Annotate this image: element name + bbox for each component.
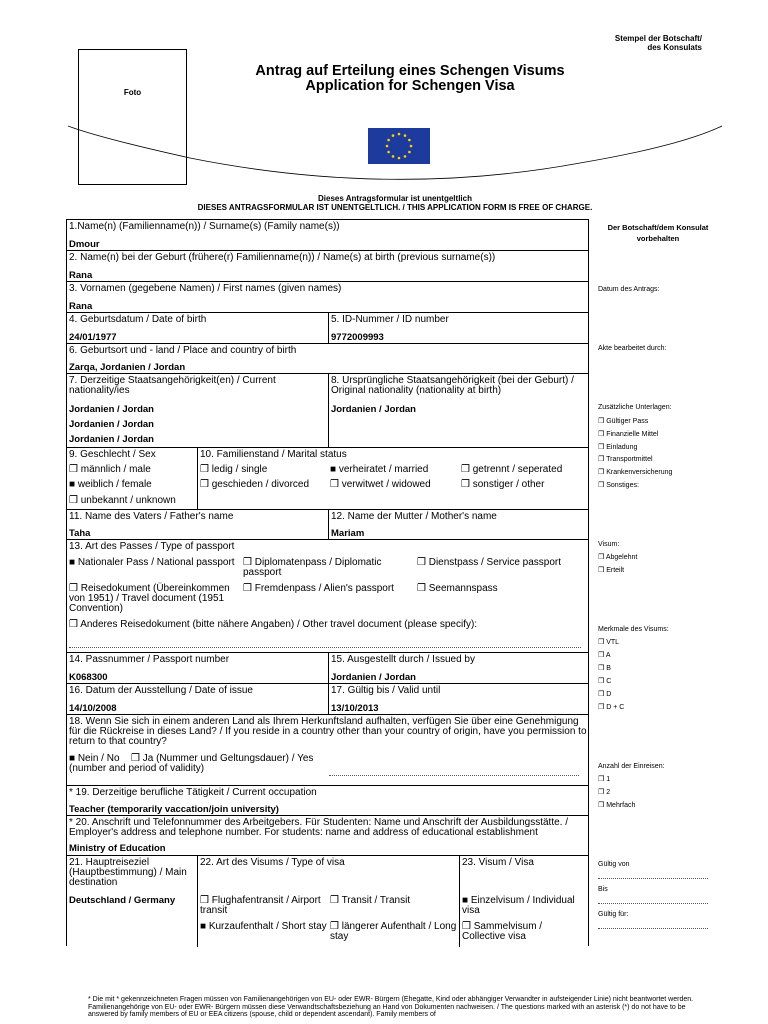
sidebar-doc-transport[interactable]: ❒ Transportmittel (598, 456, 653, 463)
passport-option-other[interactable]: ❒ Anderes Reisedokument (bitte nähere Angaben) / Other travel document (please specify): (69, 619, 478, 630)
sex-option-female[interactable]: ■ weiblich / female (69, 479, 152, 490)
field-7-current-nationality[interactable] (67, 374, 329, 447)
field-7-value-3[interactable]: Jordanien / Jordan (69, 434, 154, 445)
sidebar-number-of-entries: Anzahl der Einreisen: (598, 763, 665, 770)
field-22-visa-type (198, 856, 460, 947)
field-15-value[interactable]: Jordanien / Jordan (331, 672, 416, 683)
field-8-original-nationality[interactable] (329, 374, 590, 447)
sidebar-feature-c[interactable]: ❒ C (598, 678, 612, 685)
field-6-label: 6. Geburtsort und - land / Place and country of birth (69, 345, 297, 356)
field-19-occupation[interactable] (67, 786, 588, 816)
row-14-15 (67, 653, 588, 684)
field-4-date-of-birth[interactable] (67, 313, 329, 343)
field-8-label: 8. Ursprüngliche Staatsangehörigkeit (bei der Geburt) / Original nationality (nationality at birth) (331, 375, 574, 396)
field-7-value-2[interactable]: Jordanien / Jordan (69, 419, 154, 430)
sidebar-feature-d-c[interactable]: ❒ D + C (598, 704, 625, 711)
sidebar-valid-from: Gültig von (598, 861, 630, 868)
marital-option-widowed[interactable]: ❒ verwitwet / widowed (330, 479, 431, 490)
sidebar-entries-2[interactable]: ❒ 2 (598, 789, 611, 796)
passport-option-diplomatic[interactable]: ❒ Diplomatenpass / Diplomatic passport (243, 557, 382, 578)
passport-option-service[interactable]: ❒ Dienstpass / Service passport (417, 557, 562, 568)
sidebar-visa-rejected[interactable]: ❒ Abgelehnt (598, 554, 638, 561)
sidebar-header-line-2: vorbehalten (636, 234, 680, 243)
field-3-label: 3. Vornamen (gegebene Namen) / First names (given names) (69, 283, 342, 294)
return-permit-option-yes[interactable]: ❒ Ja (Nummer und Geltungsdauer) / Yes (number and period of validity) (69, 753, 314, 774)
marital-option-divorced[interactable]: ❒ geschieden / divorced (200, 479, 310, 490)
row-4-5 (67, 313, 588, 344)
field-6-value[interactable]: Zarqa, Jordanien / Jordan (69, 362, 186, 373)
sidebar-visa: Visum: (598, 541, 620, 548)
visa-type-option-long-stay[interactable]: ❒ längerer Aufenthalt / Long stay (330, 921, 457, 942)
field-14-value[interactable]: K068300 (69, 672, 108, 683)
field-9-label: 9. Geschlecht / Sex (69, 449, 156, 460)
field-8-value[interactable]: Jordanien / Jordan (331, 404, 416, 415)
visa-type-option-short-stay[interactable]: ■ Kurzaufenthalt / Short stay (200, 921, 327, 932)
notice-german: Dieses Antragsformular ist unentgeltlich (318, 194, 472, 203)
sidebar-entries-multiple[interactable]: ❒ Mehrfach (598, 802, 636, 809)
free-of-charge-notice (60, 194, 730, 212)
eu-flag-icon (368, 128, 430, 164)
passport-option-travel-document[interactable]: ❒ Reisedokument (Übereinkommen von 1951) / Travel document (1951 Convention) (69, 583, 230, 614)
sex-option-unknown[interactable]: ❒ unbekannt / unknown (69, 495, 176, 506)
field-17-label: 17. Gültig bis / Valid until (331, 685, 441, 696)
return-permit-details-line[interactable] (329, 775, 579, 776)
return-permit-option-no[interactable]: ■ Nein / No (69, 753, 120, 764)
marital-option-single[interactable]: ❒ ledig / single (200, 464, 268, 475)
field-2-value[interactable]: Rana (69, 270, 93, 281)
field-20-value[interactable]: Ministry of Education (69, 843, 166, 854)
field-3-first-names[interactable] (67, 282, 588, 313)
field-17-value[interactable]: 13/10/2013 (331, 703, 379, 714)
field-12-mother-name[interactable] (329, 510, 590, 539)
field-15-label: 15. Ausgestellt durch / Issued by (331, 654, 475, 665)
field-13-passport-type (67, 540, 588, 653)
sidebar-doc-health-insurance[interactable]: ❒ Krankenversicherung (598, 469, 673, 476)
field-12-value[interactable]: Mariam (331, 528, 365, 539)
footnote: * Die mit * gekennzeichneten Fragen müssen von Familienangehörigen von EU- oder EWR- Bürgern (Ehegatte, Kind oder abhängiger Verwandter in aufsteigender Linie) nicht beantwortet werden. Familienangehörige von EU- oder EWR- Bürgern müssen diese Verwandtschaftsbeziehung an Hand von Dokumenten nachweisen. / The questions marked with an asterisk (*) do not have to be answered by family members of EU or EEA citizens (spouse, child or dependent ascendant). Family members of (88, 996, 694, 1018)
sidebar-application-date: Datum des Antrags: (598, 286, 660, 293)
row-11-12 (67, 510, 588, 540)
field-14-label: 14. Passnummer / Passport number (69, 654, 230, 665)
sex-option-male[interactable]: ❒ männlich / male (69, 464, 151, 475)
field-18-return-permit (67, 715, 588, 786)
field-9-sex (67, 448, 198, 509)
other-document-line[interactable] (69, 647, 581, 648)
sidebar-feature-a[interactable]: ❒ A (598, 652, 611, 659)
row-16-17 (67, 684, 588, 715)
field-13-label: 13. Art des Passes / Type of passport (69, 541, 235, 552)
sidebar-feature-b[interactable]: ❒ B (598, 665, 611, 672)
passport-option-seaman[interactable]: ❒ Seemannspass (417, 583, 498, 594)
field-7-label: 7. Derzeitige Staatsangehörigkeit(en) / Current nationality/ies (69, 375, 276, 396)
marital-option-separated[interactable]: ❒ getrennt / seperated (461, 464, 563, 475)
sidebar-header-line-1: Der Botschaft/dem Konsulat (607, 223, 709, 232)
field-16-value[interactable]: 14/10/2008 (69, 703, 117, 714)
field-21-value[interactable]: Deutschland / Germany (69, 895, 176, 906)
field-21-label: 21. Hauptreiseziel (Hauptbestimmung) / Main destination (69, 857, 187, 888)
field-21-main-destination[interactable] (67, 856, 198, 947)
sidebar-until: Bis (598, 886, 608, 893)
title-german: Antrag auf Erteilung eines Schengen Visums (255, 63, 565, 79)
field-5-id-number[interactable] (329, 313, 590, 343)
field-20-employer[interactable] (67, 816, 588, 856)
sidebar-additional-docs: Zusätzliche Unterlagen: (598, 404, 672, 411)
field-7-value-1[interactable]: Jordanien / Jordan (69, 404, 154, 415)
field-2-birth-name[interactable] (67, 251, 588, 282)
field-2-label: 2. Name(n) bei der Geburt (frühere(r) Familienname(n)) / Name(s) at birth (previous surname(s)) (69, 252, 496, 263)
field-16-label: 16. Datum der Ausstellung / Date of issue (69, 685, 253, 696)
field-20-label: * 20. Anschrift und Telefonnummer des Arbeitgebers. Für Studenten: Name und Anschrift der Ausbildungsstätte. / Employer's address and telephone number. For students: name and address of educational establishment (69, 817, 568, 838)
sidebar-visa-granted[interactable]: ❒ Erteilt (598, 567, 625, 574)
field-1-value[interactable]: Dmour (69, 239, 100, 250)
field-1-surname[interactable] (67, 220, 588, 251)
field-5-label: 5. ID-Nummer / ID number (331, 314, 449, 325)
field-5-value[interactable]: 9772009993 (331, 332, 384, 343)
field-12-label: 12. Name der Mutter / Mother's name (331, 511, 497, 522)
field-23-label: 23. Visum / Visa (462, 857, 534, 868)
embassy-stamp-label (582, 34, 702, 52)
field-22-label: 22. Art des Visums / Type of visa (200, 857, 345, 868)
row-7-8 (67, 374, 588, 448)
stamp-line-2: des Konsulats (647, 43, 702, 52)
field-15-issued-by[interactable] (329, 653, 590, 683)
sidebar-doc-financial-means[interactable]: ❒ Finanzielle Mittel (598, 431, 659, 438)
field-19-label: * 19. Derzeitige berufliche Tätigkeit / Current occupation (69, 787, 317, 798)
field-11-value[interactable]: Taha (69, 528, 91, 539)
sidebar-feature-vtl[interactable]: ❒ VTL (598, 639, 620, 646)
sidebar-until-line[interactable] (598, 903, 708, 904)
field-11-label: 11. Name des Vaters / Father's name (69, 511, 234, 522)
photo-label: Foto (123, 88, 142, 97)
sidebar-entries-1[interactable]: ❒ 1 (598, 776, 611, 783)
sidebar-valid-for-line[interactable] (598, 928, 708, 929)
field-14-passport-number[interactable] (67, 653, 329, 683)
sidebar-header (598, 222, 718, 244)
sidebar-feature-d[interactable]: ❒ D (598, 691, 612, 698)
sidebar-valid-for: Gültig für: (598, 911, 629, 918)
eu-stars-icon (368, 128, 430, 164)
sidebar-visa-features: Merkmale des Visums: (598, 626, 669, 633)
sidebar-valid-from-line[interactable] (598, 878, 708, 879)
marital-option-other[interactable]: ❒ sonstiger / other (461, 479, 545, 490)
field-17-valid-until[interactable] (329, 684, 590, 714)
field-1-label: 1.Name(n) (Familienname(n)) / Surname(s) (Family name(s)) (69, 221, 340, 232)
visa-option-collective[interactable]: ❒ Sammelvisum / Collective visa (462, 921, 543, 942)
title-english: Application for Schengen Visa (305, 78, 515, 94)
visa-type-option-transit[interactable]: ❒ Transit / Transit (330, 895, 411, 906)
field-23-visa (460, 856, 590, 947)
sidebar-doc-other[interactable]: ❒ Sonstiges: (598, 482, 639, 489)
field-10-label: 10. Familienstand / Marital status (200, 449, 347, 460)
application-form (66, 219, 589, 946)
notice-english: DIESES ANTRAGSFORMULAR IST UNENTGELTLICH. / THIS APPLICATION FORM IS FREE OF CHARGE. (197, 203, 593, 212)
row-21-22-23 (67, 856, 588, 947)
sidebar-processed-by: Akte bearbeitet durch: (598, 345, 667, 352)
sidebar-doc-invitation[interactable]: ❒ Einladung (598, 444, 638, 451)
field-3-value[interactable]: Rana (69, 301, 93, 312)
field-11-father-name[interactable] (67, 510, 329, 539)
visa-type-option-airport-transit[interactable]: ❒ Flughafentransit / Airport transit (200, 895, 321, 916)
field-18-label: 18. Wenn Sie sich in einem anderen Land als Ihrem Herkunftsland aufhalten, verfügen Sie über eine Genehmigung für die Rückreise in dieses Land? / If you reside in a country other than your country of origin, have you permission to return to that country? (69, 716, 587, 747)
field-16-date-of-issue[interactable] (67, 684, 329, 714)
field-4-value[interactable]: 24/01/1977 (69, 332, 117, 343)
field-6-place-of-birth[interactable] (67, 344, 588, 374)
row-9-10 (67, 448, 588, 510)
visa-option-individual[interactable]: ■ Einzelvisum / Individual visa (462, 895, 575, 916)
field-4-label: 4. Geburtsdatum / Date of birth (69, 314, 207, 325)
form-title (200, 64, 620, 94)
passport-option-national[interactable]: ■ Nationaler Pass / National passport (69, 557, 235, 568)
field-19-value[interactable]: Teacher (temporarily vaccation/join university) (69, 804, 279, 815)
field-10-marital-status (198, 448, 590, 509)
sidebar-doc-valid-passport[interactable]: ❒ Gültiger Pass (598, 418, 649, 425)
passport-option-alien[interactable]: ❒ Fremdenpass / Alien's passport (243, 583, 394, 594)
marital-option-married[interactable]: ■ verheiratet / married (330, 464, 429, 475)
stamp-line-1: Stempel der Botschaft/ (614, 34, 702, 43)
